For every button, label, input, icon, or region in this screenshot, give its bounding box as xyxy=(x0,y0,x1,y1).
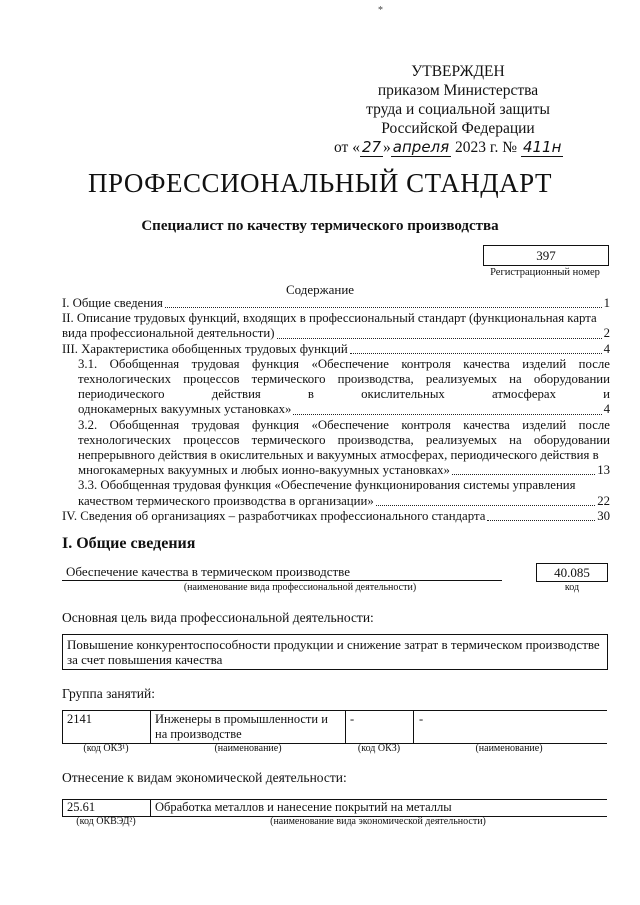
toc-item[interactable] xyxy=(62,418,610,479)
toc-text: 3.1. Обобщенная трудовая функция «Обеспечение контроля качества изделий после технологических процессов термического производства, реализуемых на оборудовании периодического действия в окислительных атмосферах и xyxy=(78,356,610,402)
section-heading: I. Общие сведения xyxy=(62,535,196,552)
goal-box xyxy=(62,634,608,670)
approval-title: УТВЕРЖДЕН xyxy=(411,63,505,80)
occupation-name-2: - xyxy=(419,712,424,726)
name-caption-2: (наименование) xyxy=(475,743,543,754)
registration-number: 397 xyxy=(483,245,609,266)
occupation-name-1: Инженеры в промышленности и на производстве xyxy=(155,712,328,741)
goal-label: Основная цель вида профессиональной деятельности: xyxy=(62,610,374,625)
okved-caption: (код ОКВЭД²) xyxy=(76,816,136,827)
activity-code: 40.085 xyxy=(536,563,608,582)
toc-text: III. Характеристика обобщенных трудовых функций xyxy=(62,341,348,356)
page-title: ПРОФЕССИОНАЛЬНЫЙ СТАНДАРТ xyxy=(87,168,553,198)
contents-heading: Содержание xyxy=(285,282,355,297)
toc-page: 4 xyxy=(603,341,610,356)
activity-code-caption: код xyxy=(564,582,580,593)
occupation-table xyxy=(62,710,607,744)
toc-item[interactable] xyxy=(62,478,610,508)
approval-line: приказом Министерства xyxy=(377,82,539,99)
toc-page: 2 xyxy=(603,326,610,341)
order-mid: » xyxy=(383,139,391,156)
toc-text: многокамерных вакуумных и любых ионно-вакуумных установках» xyxy=(78,463,450,478)
group-label: Группа занятий: xyxy=(62,686,155,701)
okz-code-2: - xyxy=(350,712,355,726)
activity-name-text: Обеспечение качества в термическом производстве xyxy=(66,564,351,579)
toc-page: 13 xyxy=(597,463,610,478)
approval-block xyxy=(334,62,568,157)
toc-page: 30 xyxy=(597,508,610,523)
toc-page: 4 xyxy=(603,402,610,417)
goal-text: Повышение конкурентоспособности продукции и снижение затрат в термическом производстве за счет повышения качества xyxy=(67,637,600,667)
standard-subtitle: Специалист по качеству термического производства xyxy=(141,218,499,234)
order-prefix: от « xyxy=(334,139,360,156)
toc-text: качеством термического производства в организации» xyxy=(78,493,374,508)
toc-item[interactable] xyxy=(62,509,610,524)
toc-page: 1 xyxy=(603,296,610,310)
toc-text: 3.2. Обобщенная трудовая функция «Обеспечение контроля качества изделий после технологических процессов термического производства, реализуемых на оборудовании непрерывного действия в окислительных и вакуумных атмосферах, периодического действия в xyxy=(78,417,610,463)
activity-name xyxy=(62,564,502,581)
toc-item[interactable] xyxy=(62,342,610,357)
toc-text: II. Описание трудовых функций, входящих в профессиональный стандарт (функциональная карта xyxy=(62,311,597,326)
econ-activity-name: Обработка металлов и нанесение покрытий на металлы xyxy=(155,800,452,814)
toc-text: 3.3. Обобщенная трудовая функция «Обеспечение функционирования системы управления xyxy=(78,478,576,493)
order-month: апреля xyxy=(392,138,450,156)
order-line xyxy=(334,138,568,157)
toc-item[interactable] xyxy=(62,357,610,418)
toc-text: однокамерных вакуумных установках» xyxy=(78,402,292,417)
okved-code: 25.61 xyxy=(67,800,96,814)
okz-caption-2: (код ОКЗ) xyxy=(357,743,401,754)
table-of-contents xyxy=(62,296,610,524)
order-number: 411н xyxy=(522,138,562,156)
toc-item[interactable] xyxy=(62,296,610,311)
okz-code-1: 2141 xyxy=(67,712,92,726)
econ-table xyxy=(62,799,607,817)
toc-item[interactable] xyxy=(62,311,610,341)
order-day: 27 xyxy=(361,138,382,156)
approval-line: труда и социальной защиты xyxy=(366,101,550,118)
econ-label: Отнесение к видам экономической деятельности: xyxy=(62,770,347,785)
toc-text: вида профессиональной деятельности) xyxy=(62,326,275,341)
toc-page: 22 xyxy=(597,493,610,508)
name-caption-1: (наименование) xyxy=(214,743,282,754)
econ-name-caption: (наименование вида экономической деятельности) xyxy=(270,816,486,827)
toc-text: IV. Сведения об организациях – разработчиках профессионального стандарта xyxy=(62,508,486,523)
okz-caption-1: (код ОКЗ¹) xyxy=(83,743,129,754)
top-mark: * xyxy=(378,5,383,16)
order-year: 2023 г. № xyxy=(455,139,518,156)
toc-text: I. Общие сведения xyxy=(62,296,163,310)
activity-name-caption: (наименование вида профессиональной деятельности) xyxy=(183,582,417,593)
approval-line: Российской Федерации xyxy=(381,120,535,137)
registration-label: Регистрационный номер xyxy=(490,267,600,278)
